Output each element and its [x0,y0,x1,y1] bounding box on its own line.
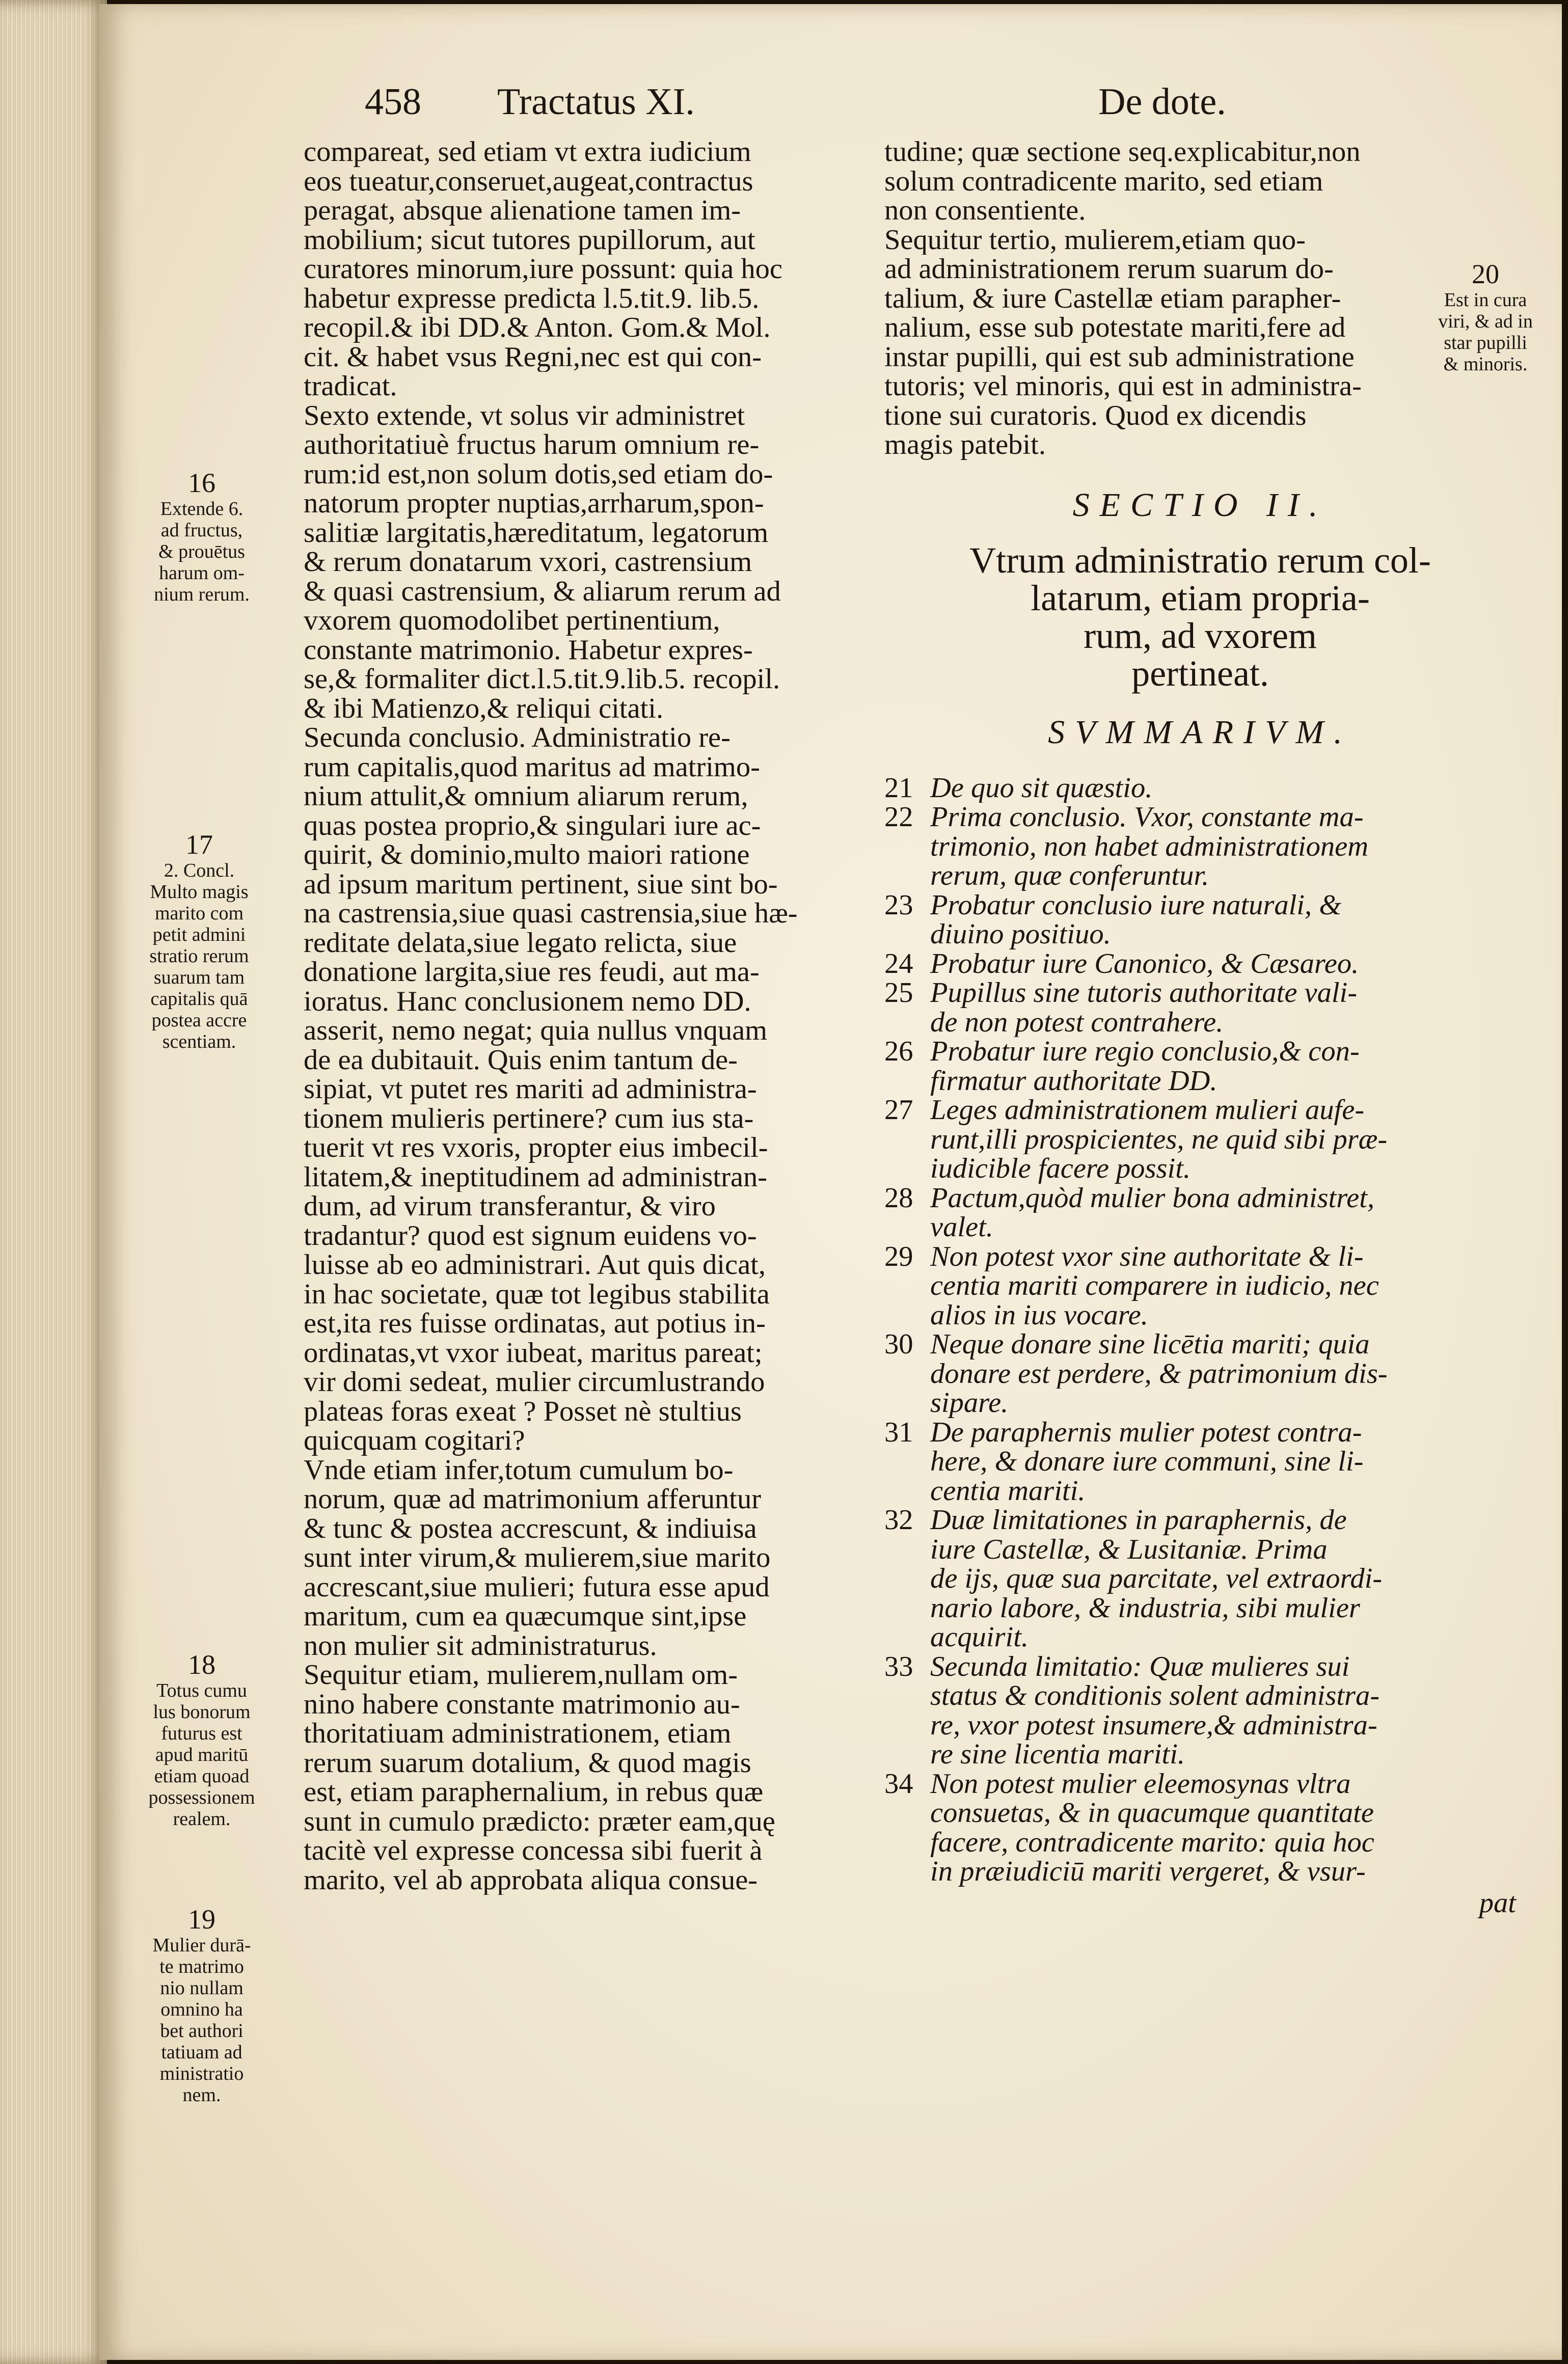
summarium-line: centia mariti comparere in iudicio, nec [930,1271,1379,1301]
text-line: sunt in cumulo prædicto: præter eam,quę [304,1807,775,1836]
text-line: ioratus. Hanc conclusionem nemo DD. [304,987,751,1016]
text-line: solum contradicente marito, sed etiam [884,167,1323,196]
margin-note-line: omnino ha [160,1999,243,2020]
text-line: & tunc & postea accrescunt, & indiuisa [304,1514,757,1543]
margin-note-line: harum om- [159,562,245,584]
text-line: rum capitalis,quod maritus ad matrimo- [304,752,760,782]
text-line: est, etiam paraphernalium, in rebus quæ [304,1778,764,1807]
right-text-column [884,138,1516,1918]
text-line: instar pupilli, qui est sub administratione [884,342,1355,372]
margin-note-line: apud maritū [155,1744,249,1765]
margin-note-line: marito com [154,903,244,924]
page-number: 458 [365,81,421,123]
text-line: constante matrimonio. Habetur expres- [304,635,753,665]
text-line: tionem mulieris pertinere? cum ius sta- [304,1104,754,1133]
summarium-entry [884,1506,1516,1652]
margin-note-line: te matrimo [159,1956,244,1977]
right-intro-paragraph [884,138,1516,460]
text-line: mobilium; sicut tutores pupillorum, aut [304,225,755,255]
summarium-line: here, & donare iure communi, sine li- [930,1447,1364,1477]
margin-note-18 [141,1649,263,1830]
left-text-column [304,138,966,1895]
text-line: habetur expresse predicta l.5.tit.9. lib.5. [304,284,760,313]
margin-note-line: petit admini [152,924,246,945]
summarium-line: re, vxor potest insumere,& administra- [930,1710,1377,1740]
summarium-entry [884,1242,1516,1330]
margin-note-line: Est in cura [1444,289,1527,311]
text-line: accrescant,siue mulieri; futura esse apud [304,1572,770,1602]
summarium-number: 22 [884,801,913,833]
section-title-line: latarum, etiam propria- [1031,577,1370,618]
text-line: Sequitur etiam, mulierem,nullam om- [304,1661,738,1690]
margin-note-line: Totus cumu [156,1680,247,1701]
margin-note-line: viri, & ad in [1438,311,1533,332]
margin-note-line: nium rerum. [154,584,250,605]
summarium-line: Probatur iure regio conclusio,& con- [930,1037,1360,1067]
summarium-number: 27 [884,1094,913,1126]
text-line: rerum suarum dotalium, & quod magis [304,1748,751,1778]
summarium-number: 24 [884,947,913,980]
summarium-line: Non potest vxor sine authoritate & li- [930,1242,1364,1271]
text-line: compareat, sed etiam vt extra iudicium [304,138,751,167]
summarium-line: Non potest mulier eleemosynas vltra [930,1769,1351,1799]
margin-note-line: etiam quoad [154,1765,250,1787]
summarium-number: 23 [884,889,913,921]
margin-note-line: postea accre [151,1010,247,1031]
text-line: Vnde etiam infer,totum cumulum bo- [304,1455,734,1485]
text-line: tutoris; vel minoris, qui est in administra- [884,372,1362,401]
summarium-line: in præiudiciū mariti vergeret, & vsur- [930,1857,1366,1887]
summarium-entry [884,1418,1516,1506]
summarium-line: De paraphernis mulier potest contra- [930,1418,1362,1447]
text-line: marito, vel ab approbata aliqua consue- [304,1865,758,1895]
margin-note-line: nio nullam [160,1977,244,1999]
summarium-line: de non potest contrahere. [930,1008,1224,1037]
text-line: & ibi Matienzo,& reliqui citati. [304,694,664,723]
text-line: sipiat, vt putet res mariti ad administra- [304,1075,757,1104]
running-subject: De dote. [1098,81,1226,123]
summarium-number: 31 [884,1416,913,1448]
summarium-line: Pactum,quòd mulier bona administret, [930,1183,1375,1213]
summarium-line: rerum, quæ conferuntur. [930,861,1209,891]
text-line: asserit, nemo negat; quia nullus vnquam [304,1016,768,1046]
summarium-line: re sine licentia mariti. [930,1740,1185,1770]
text-line: authoritatiuè fructus harum omnium re- [304,430,760,460]
margin-note-number: 16 [188,468,215,498]
summarium-line: De quo sit quæstio. [930,773,1153,803]
text-line: nino habere constante matrimonio au- [304,1690,740,1719]
text-line: rum:id est,non solum dotis,sed etiam do- [304,459,773,489]
summarium-line: Prima conclusio. Vxor, constante ma- [930,803,1364,832]
margin-note-line: possessionem [148,1787,255,1808]
section-title-line: rum, ad vxorem [1084,615,1317,656]
text-line: sunt inter virum,& mulierem,siue marito [304,1543,771,1573]
summarium-number: 21 [884,772,913,804]
catchword: pat [1479,1887,1516,1919]
text-line: de ea dubitauit. Quis enim tantum de- [304,1045,738,1075]
summarium-number: 33 [884,1650,913,1682]
margin-note-line: nem. [182,2084,221,2106]
margin-note-number: 19 [188,1904,215,1935]
summarium-line: firmatur authoritate DD. [930,1066,1218,1096]
margin-note-number: 17 [185,829,213,860]
margin-note-line: & minoris. [1443,354,1528,375]
margin-note-line: & prouētus [158,541,245,562]
section-title-line: Vtrum administratio rerum col- [969,539,1431,581]
text-line: nalium, esse sub potestate mariti,fere ad [884,313,1346,343]
text-line: magis patebit. [884,430,1046,460]
summarium-line: donare est perdere, & patrimonium dis- [930,1359,1388,1389]
margin-note-line: ministratio [159,2063,244,2084]
text-line: in hac societate, quæ tot legibus stabilita [304,1280,770,1309]
summarium-line: valet. [930,1213,993,1242]
text-line: vir domi sedeat, mulier circumlustrando [304,1368,765,1397]
summarium-entry [884,803,1516,891]
text-line: se,& formaliter dict.l.5.tit.9.lib.5. recopil. [304,665,780,694]
summarium-line: alios in ius vocare. [930,1300,1148,1330]
margin-note-17 [136,829,263,1052]
margin-note-line: bet authori [160,2020,244,2042]
text-line: tudine; quæ sectione seq.explicabitur,non [884,138,1361,167]
text-line: salitiæ largitatis,hæreditatum, legatorum [304,518,769,548]
text-line: tradantur? quod est signum euidens vo- [304,1221,757,1251]
summarium-line: facere, contradicente marito: quia hoc [930,1828,1374,1857]
summarium-line: Pupillus sine tutoris authoritate vali- [930,979,1358,1008]
margin-note-number: 20 [1472,259,1499,289]
margin-note-line: Extende 6. [160,498,244,520]
margin-note-number: 18 [188,1649,215,1680]
summarium-line: diuino positiuo. [930,920,1111,949]
running-title: Tractatus XI. [497,81,695,123]
text-line: quicquam cogitari? [304,1426,525,1456]
text-line: plateas foras exeat ? Posset nè stultius [304,1397,742,1426]
text-line: norum, quæ ad matrimonium afferuntur [304,1485,762,1514]
margin-note-line: futurus est [161,1723,242,1744]
text-line: non consentiente. [884,196,1086,226]
summarium-line: acquirit. [930,1623,1029,1652]
summarium-number: 25 [884,977,913,1009]
text-line: cit. & habet vsus Regni,nec est qui con- [304,342,762,372]
text-line: eos tueatur,conseruet,augeat,contractus [304,167,753,196]
summarium-line: iure Castellæ, & Lusitaniæ. Prima [930,1535,1328,1564]
summarium-number: 30 [884,1328,913,1360]
text-line: donatione largita,siue res feudi, aut ma- [304,958,760,987]
text-line: tacitè vel expresse concessa sibi fuerit à [304,1836,763,1866]
summarium-line: trimonio, non habet administrationem [930,832,1369,861]
summarium-entry [884,891,1516,949]
margin-note-line: scentiam. [162,1031,236,1052]
text-line: est,ita res fuisse ordinatas, aut potius in- [304,1309,766,1339]
summarium-number: 28 [884,1182,913,1214]
summarium-heading: SVMMARIVM. [1048,713,1353,751]
summarium-entry [884,1330,1516,1418]
summarium-line: Leges administrationem mulieri aufe- [930,1096,1365,1125]
summarium-entry [884,774,1516,803]
summarium-entry [884,1652,1516,1770]
text-line: Sequitur tertio, mulierem,etiam quo- [884,225,1306,255]
summarium-line: status & conditionis solent administra- [930,1681,1380,1711]
book-page [100,4,1562,2360]
summarium-line: iudicible facere possit. [930,1154,1191,1184]
summarium-line: nario labore, & industria, sibi mulier [930,1593,1360,1623]
summarium-entry [884,1037,1516,1096]
text-line: vxorem quomodolibet pertinentium, [304,606,720,636]
text-line: litatem,& ineptitudinem ad administran- [304,1162,768,1192]
text-line: reditate delata,siue legato relicta, siue [304,928,737,958]
summarium-entry [884,979,1516,1037]
text-line: nium attulit,& omnium aliarum rerum, [304,782,748,811]
summarium-line: Probatur conclusio iure naturali, & [930,890,1342,920]
summarium-list [884,774,1516,1887]
text-line: ad administrationem rerum suarum do- [884,255,1334,284]
summarium-line: Duæ limitationes in paraphernis, de [930,1506,1347,1535]
text-line: peragat, absque alienatione tamen im- [304,196,741,226]
summarium-line: Neque donare sine licētia mariti; quia [930,1330,1370,1360]
section-title-line: pertineat. [1131,653,1269,694]
margin-note-19 [141,1904,263,2106]
margin-note-line: 2. Concl. [164,860,235,881]
summarium-number: 29 [884,1240,913,1272]
text-line: recopil.& ibi DD.& Anton. Gom.& Mol. [304,313,771,343]
margin-note-line: star pupilli [1444,332,1527,354]
text-line: maritum, cum ea quæcumque sint,ipse [304,1602,747,1632]
margin-note-line: stratio rerum [149,945,249,967]
summarium-line: consuetas, & in quacumque quantitate [930,1799,1374,1828]
summarium-entry [884,1770,1516,1887]
text-line: thoritatiuam administrationem, etiam [304,1719,732,1749]
section-title [884,541,1516,692]
text-line: tione sui curatoris. Quod ex dicendis [884,401,1307,430]
text-line: ad ipsum maritum pertinent, siue sint bo- [304,869,778,899]
summarium-entry [884,949,1516,979]
text-line: Sexto extende, vt solus vir administret [304,401,745,430]
summarium-line: sipare. [930,1389,1009,1418]
summarium-number: 34 [884,1768,913,1800]
text-line: dum, ad virum transferantur, & viro [304,1192,716,1221]
margin-note-line: ad fructus, [160,520,243,541]
book-edge [0,0,107,2364]
text-line: na castrensia,siue quasi castrensia,siue hæ- [304,899,798,929]
margin-note-line: capitalis quā [150,988,248,1010]
margin-note-line: realem. [173,1808,231,1830]
margin-note-line: suarum tam [153,967,245,988]
section-heading: SECTIO II. [1072,486,1328,524]
summarium-entry [884,1096,1516,1184]
text-line: natorum propter nuptias,arrharum,spon- [304,489,764,519]
text-line: ordinatas,vt vxor iubeat, maritus pareat; [304,1338,763,1368]
text-line: tradicat. [304,372,397,401]
text-line: quas postea proprio,& singulari iure ac- [304,811,761,840]
text-line: Secunda conclusio. Administratio re- [304,723,731,753]
summarium-line: de ijs, quæ sua parcitate, vel extraordi- [930,1564,1383,1594]
margin-note-line: Mulier durā- [152,1935,251,1956]
text-line: luisse ab eo administrari. Aut quis dicat, [304,1251,766,1280]
margin-note-16 [141,468,263,605]
summarium-number: 26 [884,1036,913,1067]
text-line: & quasi castrensium, & aliarum rerum ad [304,577,781,606]
text-line: talium, & iure Castellæ etiam parapher- [884,284,1341,313]
summarium-line: centia mariti. [930,1476,1086,1506]
margin-note-line: tatiuam ad [161,2042,242,2063]
summarium-line: Secunda limitatio: Quæ mulieres sui [930,1652,1350,1681]
text-line: tuerit vt res vxoris, propter eius imbecil- [304,1133,768,1163]
summarium-line: Probatur iure Canonico, & Cæsareo. [930,949,1359,979]
text-line: & rerum donatarum vxori, castrensium [304,548,752,577]
summarium-entry [884,1184,1516,1242]
margin-note-line: lus bonorum [153,1701,251,1723]
text-line: non mulier sit administraturus. [304,1631,657,1661]
summarium-line: runt,illi prospicientes, ne quid sibi præ- [930,1125,1388,1154]
margin-note-line: Multo magis [150,881,249,903]
text-line: curatores minorum,iure possunt: quia hoc [304,255,782,284]
summarium-number: 32 [884,1504,913,1536]
text-line: quirit, & dominio,multo maiori ratione [304,840,750,870]
